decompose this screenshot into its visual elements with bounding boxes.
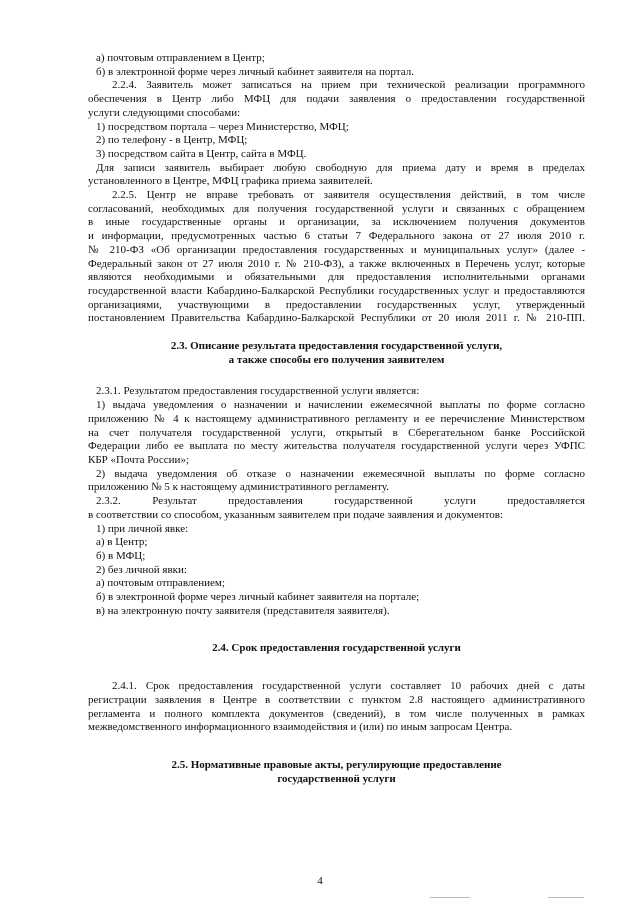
page-number: 4 bbox=[317, 875, 323, 887]
text-line: являются необходимыми и обязательными для предоставления исполнительными органами bbox=[88, 271, 585, 284]
text-line: 2.2.5. Центр не вправе требовать от заявителя осуществления действий, в том числе bbox=[112, 189, 585, 202]
text-line: регистрации заявления в Центре в соответствии с пунктом 2.8 настоящего административного bbox=[88, 693, 585, 706]
text-line: установленного в Центре, МФЦ графика приема заявителей. bbox=[88, 175, 373, 188]
text-line: Федеральный закон от 27 июля 2010 г. № 210-ФЗ), а также включенных в Перечень услуг, которые bbox=[88, 257, 585, 270]
paragraph-block-b bbox=[88, 385, 585, 618]
paragraph-block-a bbox=[88, 52, 585, 326]
heading-line: 2.3. Описание результата предоставления государственной услуги, bbox=[170, 340, 503, 353]
text-line: государственной власти Кабардино-Балкарской Республики государственных услуг и предоставляются bbox=[88, 284, 585, 297]
text-line: в соответствии со способом, указанным заявителем при подаче заявления и документов: bbox=[88, 508, 504, 521]
text-line: в иные государственные органы и организации, за исключением получения документов bbox=[88, 216, 585, 229]
section-heading-2-3 bbox=[88, 340, 585, 367]
text-line: 2) без личной явки: bbox=[96, 563, 187, 576]
text-line: 1) при личной явке: bbox=[96, 522, 189, 535]
text-line: 2.4.1. Срок предоставления государственной услуги составляет 10 рабочих дней с даты bbox=[112, 680, 585, 693]
text-line: б) в МФЦ; bbox=[96, 549, 146, 562]
text-line: 2.3.1. Результатом предоставления государственной услуги является: bbox=[96, 385, 420, 398]
heading-line: а также способы его получения заявителем bbox=[228, 353, 445, 366]
section-heading-2-4 bbox=[88, 642, 585, 656]
text-line: межведомственного информационного взаимодействия и (или) по иным запросам Центра. bbox=[88, 721, 513, 734]
text-line: организациями, участвующими в предоставлении государственных услуг, утвержденный bbox=[88, 298, 585, 311]
text-line: 1) посредством портала – через Министерство, МФЦ; bbox=[96, 120, 349, 133]
document-page bbox=[88, 52, 585, 786]
text-line: обеспечения в Центр либо МФЦ для подачи заявления о предоставлении государственной bbox=[88, 93, 585, 106]
section-heading-2-5 bbox=[88, 759, 585, 786]
text-line: КБР «Почта России»; bbox=[88, 453, 189, 466]
text-line: № 210-ФЗ «Об организации предоставления государственных и муниципальных услуг» (далее - bbox=[88, 243, 585, 256]
text-line: 3) посредством сайта в Центр, сайта в МФЦ. bbox=[96, 147, 307, 160]
text-line: 1) выдача уведомления о назначении и начислении ежемесячной выплаты по форме согласно bbox=[96, 399, 585, 412]
text-line: б) в электронной форме через личный кабинет заявителя на портал. bbox=[96, 65, 414, 78]
text-line: 2) выдача уведомления об отказе о назначении ежемесячной выплаты по форме согласно bbox=[96, 467, 585, 480]
text-line: а) в Центр; bbox=[96, 536, 148, 549]
text-line: Для записи заявитель выбирает любую свободную для приема дату и время в пределах bbox=[96, 161, 585, 174]
text-line: постановлением Правительства Кабардино-Балкарской Республики от 20 июля 2011 г. № 210-ПП. bbox=[88, 312, 585, 325]
text-line: согласований, необходимых для получения государственной услуги и связанных с обращением bbox=[88, 202, 585, 215]
text-line: и информации, предусмотренных частью 6 статьи 7 Федерального закона от 27 июля 2010 г. bbox=[88, 230, 585, 243]
text-line: б) в электронной форме через личный кабинет заявителя на портале; bbox=[96, 591, 420, 604]
text-line: приложению № 4 к настоящему административного регламенту и ее перечисление Министерством bbox=[88, 412, 585, 425]
text-line: услуги следующими способами: bbox=[88, 106, 241, 119]
paragraph-block-c bbox=[88, 680, 585, 735]
text-line: а) почтовым отправлением; bbox=[96, 577, 225, 590]
heading-line: государственной услуги bbox=[277, 772, 396, 785]
text-line: в) на электронную почту заявителя (представителя заявителя). bbox=[96, 604, 390, 617]
text-line: 2.2.4. Заявитель может записаться на прием при технической реализации программного bbox=[112, 79, 585, 92]
text-line: а) почтовым отправлением в Центр; bbox=[96, 52, 265, 64]
heading-line: 2.4. Срок предоставления государственной услуги bbox=[212, 642, 461, 655]
text-line: на счет получателя государственной услуги, открытый в Сберегательном банке Российской bbox=[88, 426, 585, 439]
text-line: 2) по телефону - в Центр, МФЦ; bbox=[96, 134, 248, 147]
heading-line: 2.5. Нормативные правовые акты, регулирующие предоставление bbox=[171, 758, 502, 771]
text-line: регламента и полного комплекта документов (сведений), в том числе полученных в рамках bbox=[88, 707, 585, 720]
footer-rule bbox=[548, 897, 584, 898]
text-line: Федерации либо ее выплата по месту жительства получателя государственной услуги через УФПС bbox=[88, 440, 585, 453]
text-line: 2.3.2. Результат предоставления государственной услуги предоставляется bbox=[96, 495, 585, 508]
text-line: приложению № 5 к настоящему административного регламенту. bbox=[88, 481, 389, 494]
footer-rule bbox=[430, 897, 470, 898]
